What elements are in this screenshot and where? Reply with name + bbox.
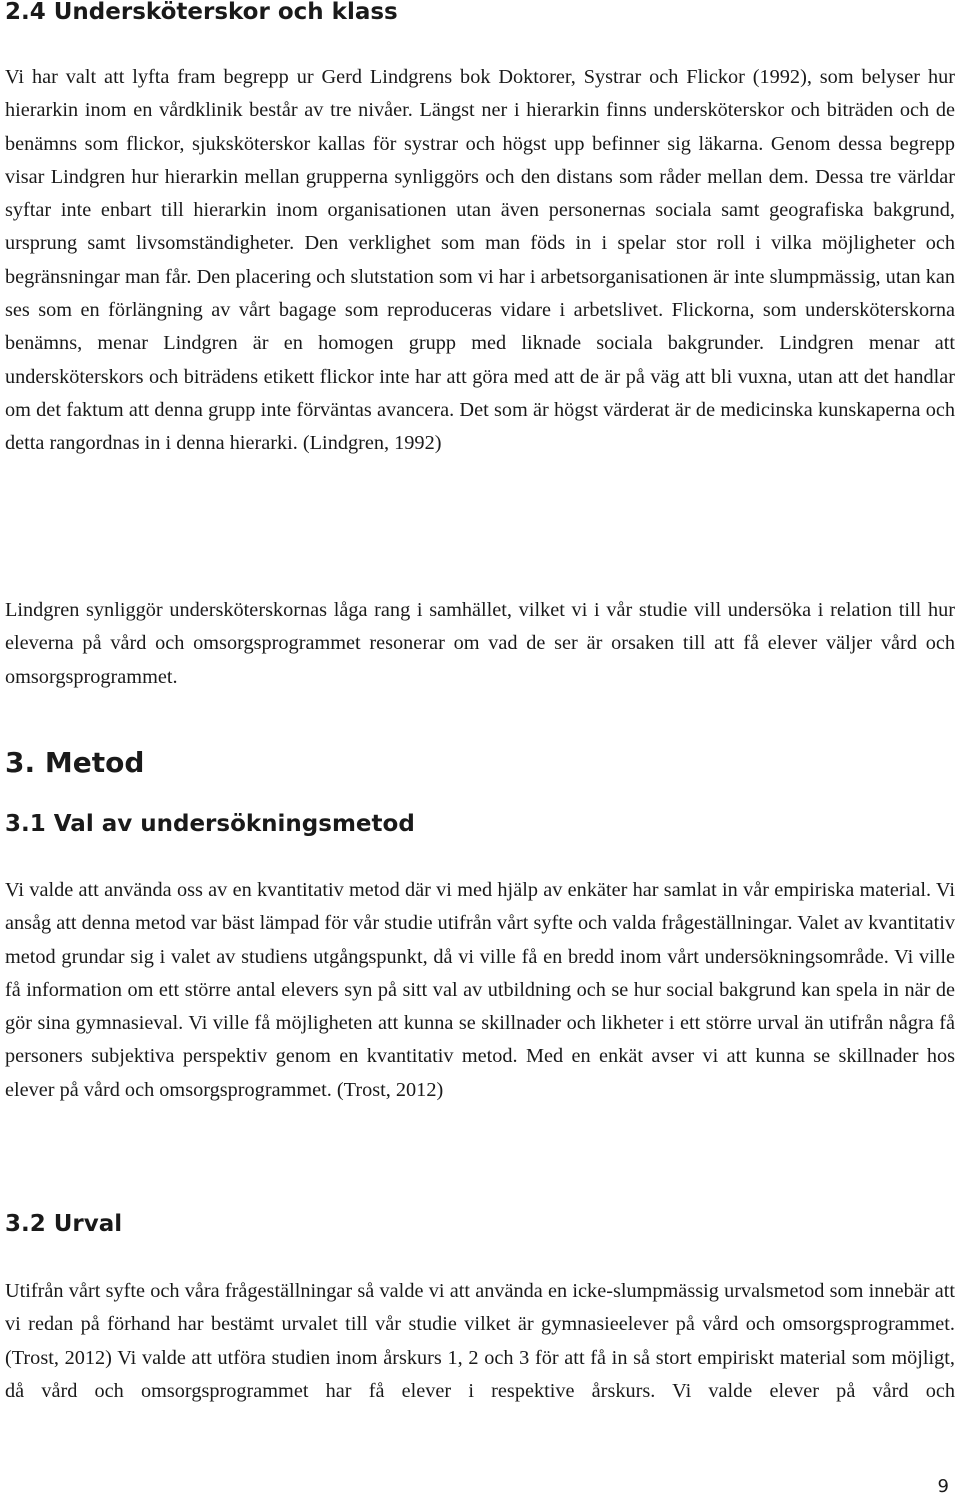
page-number: 9 bbox=[937, 1476, 949, 1497]
paragraph-hierarchy: Vi har valt att lyfta fram begrepp ur Gerd Lindgrens bok Doktorer, Systrar och Flickor (1992), som belyser hur hierarkin inom en vårdklinik består av tre nivåer. Längst ner i hierarkin finns undersköterskor och biträden och de benämns som flickor, sjuksköterskor kallas för systrar och högst upp befinner sig läkarna. Genom dessa begrepp visar Lindgren hur hierarkin mellan grupperna synliggörs och den distans som råder mellan dem. Dessa tre världar syftar inte enbart till hierarkin inom organisationen utan även personernas sociala samt geografiska bakgrund, ursprung samt livsomständigheter. Den verklighet som man föds in i spelar stor roll i vilka möjligheter och begränsningar man får. Den placering och slutstation som vi har i arbetsorganisationen är inte slumpmässig, utan kan ses som en förlängning av vårt bagage som reproduceras vidare i arbetslivet. Flickorna, som undersköterskorna benämns, menar Lindgren är en homogen grupp med liknade sociala bakgrunder. Lindgren menar att undersköterskors och biträdens etikett flickor inte har att göra med att de är på väg att bli vuxna, utan att det handlar om det faktum att denna grupp inte förväntas avancera. Det som är högst värderat är de medicinska kunskaperna och detta rangordnas in i denna hierarki. (Lindgren, 1992) bbox=[5, 66, 955, 455]
paragraph-method-choice: Vi valde att använda oss av en kvantitativ metod där vi med hjälp av enkäter har samlat in vår empiriska material. Vi ansåg att denna metod var bäst lämpad för vår studie utifrån vårt syfte och valda frågeställningar. Valet av kvantitativ metod grundar sig i valet av studiens utgångspunkt, då vi ville få en bredd inom vårt undersökningsområde. Vi ville få information om ett större antal elevers syn på sitt val av utbildning och se hur social bakgrund kan spela in när de gör sina gymnasieval. Vi ville få möjligheten att kunna se skillnader och likheter i ett större urval än utifrån några få personers subjektiva perspektiv genom en kvantitativ metod. Med en enkät avser vi att kunna se skillnader hos elever på vård och omsorgsprogrammet. (Trost, 2012) bbox=[5, 879, 955, 1101]
paragraph-selection: Utifrån vårt syfte och våra frågeställningar så valde vi att använda en icke-slumpmässig urvalsmetod som innebär att vi redan på förhand har bestämt urvalet till vår studie vilket är gymnasieelever på vård och omsorgsprogrammet. (Trost, 2012) Vi valde att utföra studien inom årskurs 1, 2 och 3 för att få in så stort empiriskt material som möjligt, då vård och omsorgsprogrammet har få elever i respektive årskurs. Vi valde elever på vård och bbox=[5, 1280, 955, 1402]
paragraph-low-rank: Lindgren synliggör undersköterskornas låga rang i samhället, vilket vi i vår studie vill undersöka i relation till hur eleverna på vård och omsorgsprogrammet resonerar om vad de ser är orsaken till att få elever väljer vård och omsorgsprogrammet. bbox=[5, 599, 955, 688]
chapter-heading-metod: 3. Metod bbox=[5, 746, 145, 779]
section-heading-2-4: 2.4 Undersköterskor och klass bbox=[5, 0, 398, 25]
section-heading-3-1: 3.1 Val av undersökningsmetod bbox=[5, 811, 415, 837]
section-heading-3-2: 3.2 Urval bbox=[5, 1211, 123, 1237]
